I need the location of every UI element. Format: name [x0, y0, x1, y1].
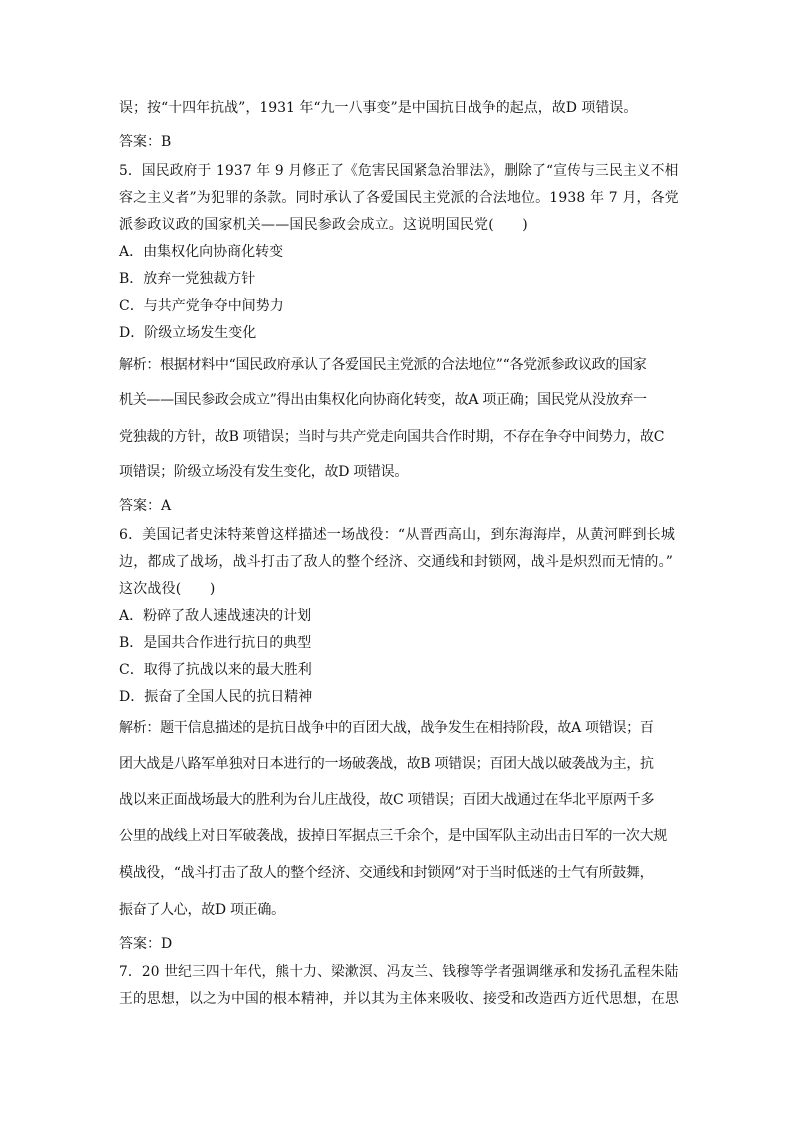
q6-analysis-line: 振奋了人心，故D 项正确。: [119, 902, 285, 918]
q6-stem-line: 6．美国记者史沫特莱曾这样描述一场战役：“从晋西高山，到东海海岸，从黄河畔到长城: [119, 527, 676, 543]
q6-stem-line: 边，都成了战场，战斗打击了敌人的整个经济、交通线和封锁网，战斗是炽烈而无情的。”: [119, 554, 674, 570]
q6-stem-line: 这次战役( ): [119, 581, 216, 597]
q5-option-b: B．放弃一党独裁方针: [119, 271, 256, 287]
q5-analysis-line: 项错误；阶级立场没有发生变化，故D 项错误。: [119, 464, 409, 480]
q6-analysis-line: 公里的战线上对日军破袭战，拔掉日军据点三千余个，是中国军队主动出击日军的一次大规: [119, 828, 667, 844]
q6-analysis-line: 团大战是八路军单独对日本进行的一场破袭战，故B 项错误；百团大战以破袭战为主，抗: [119, 756, 654, 772]
q5-stem-line: 5．国民政府于 1937 年 9 月修正了《危害民国紧急治罪法》，删除了“宣传与三民主义不相: [119, 163, 679, 179]
prev-analysis-end: 误；按“十四年抗战”，1931 年“九一八事变”是中国抗日战争的起点，故D 项错误。: [119, 100, 638, 116]
prev-answer: 答案：B: [119, 134, 172, 150]
q6-option-c: C．取得了抗战以来的最大胜利: [119, 662, 312, 678]
q5-analysis-line: 机关——国民参政会成立”得出由集权化向协商化转变，故A 项正确；国民党从没放弃一: [119, 392, 647, 408]
q7-stem-line: 7．20 世纪三四十年代，熊十力、梁漱溟、冯友兰、钱穆等学者强调继承和发扬孔孟程朱陆: [119, 964, 679, 980]
q6-analysis-line: 模战役，“战斗打击了敌人的整个经济、交通线和封锁网”对于当时低迷的士气有所鼓舞，: [119, 865, 654, 881]
q5-option-d: D．阶级立场发生变化: [119, 325, 257, 341]
q6-option-a: A．粉碎了敌人速战速决的计划: [119, 608, 312, 624]
q5-analysis-line: 解析：根据材料中“国民政府承认了各爱国民主党派的合法地位”“各党派参政议政的国家: [119, 357, 647, 373]
q5-option-a: A．由集权化向协商化转变: [119, 244, 284, 260]
q6-answer: 答案：D: [119, 936, 173, 952]
q5-answer: 答案：A: [119, 498, 172, 514]
q6-analysis-line: 解析：题干信息描述的是抗日战争中的百团大战，战争发生在相持阶段，故A 项错误；百: [119, 720, 654, 736]
q6-analysis-line: 战以来正面战场最大的胜利为台儿庄战役，故C 项错误；百团大战通过在华北平原两千多: [119, 792, 655, 808]
q5-analysis-line: 党独裁的方针，故B 项错误；当时与共产党走向国共合作时期，不存在争夺中间势力，故C: [119, 429, 665, 445]
q6-option-b: B．是国共合作进行抗日的典型: [119, 635, 312, 651]
q5-option-c: C．与共产党争夺中间势力: [119, 298, 284, 314]
q5-stem-line: 派参政议政的国家机关——国民参政会成立。这说明国民党( ): [119, 217, 528, 233]
q5-stem-line: 容之主义者”为犯罪的条款。同时承认了各爱国民主党派的合法地位。1938 年 7 月，各党: [119, 190, 679, 206]
q7-stem-line: 王的思想，以之为中国的根本精神，并以其为主体来吸收、接受和改造西方近代思想，在思: [119, 991, 679, 1007]
q6-option-d: D．振奋了全国人民的抗日精神: [119, 689, 313, 705]
